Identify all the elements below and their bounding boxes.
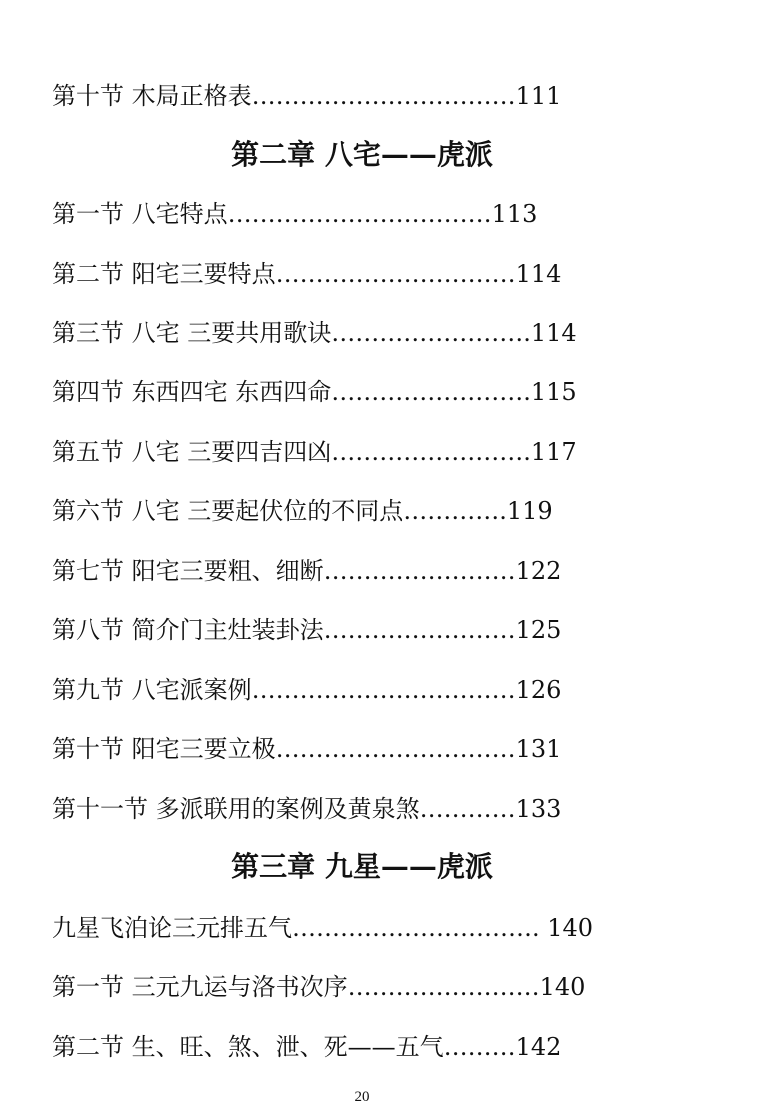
toc-entry: 第八节 简介门主灶装卦法……………………125 (52, 616, 562, 644)
chapter-heading: 第三章 九星——虎派 (231, 850, 493, 883)
toc-entry: 第六节 八宅 三要起伏位的不同点………….119 (52, 497, 553, 525)
toc-entry: 第七节 阳宅三要粗、细断……………………122 (52, 557, 562, 585)
toc-entry: 第五节 八宅 三要四吉四凶…………………….117 (52, 438, 577, 466)
toc-entry: 第三节 八宅 三要共用歌诀…………………….114 (52, 319, 577, 347)
toc-entry: 第十一节 多派联用的案例及黄泉煞…………133 (52, 795, 562, 823)
toc-entry: 第四节 东西四宅 东西四命…………………….115 (52, 378, 577, 406)
toc-entry: 九星飞泊论三元排五气…………………………. 140 (52, 914, 594, 942)
page-number: 20 (354, 1089, 370, 1105)
toc-entry: 第一节 八宅特点……………………………113 (52, 200, 538, 228)
toc-entry: 第十节 阳宅三要立极…………………………131 (52, 735, 562, 763)
toc-entry: 第十节 木局正格表……………………………111 (52, 82, 562, 110)
toc-entry: 第二节 生、旺、煞、泄、死——五气………142 (52, 1033, 562, 1061)
toc-entry: 第九节 八宅派案例……………………………126 (52, 676, 562, 704)
toc-entry: 第二节 阳宅三要特点…………………………114 (52, 260, 562, 288)
chapter-heading: 第二章 八宅——虎派 (231, 138, 493, 171)
toc-entry: 第一节 三元九运与洛书次序……………………140 (52, 973, 586, 1001)
